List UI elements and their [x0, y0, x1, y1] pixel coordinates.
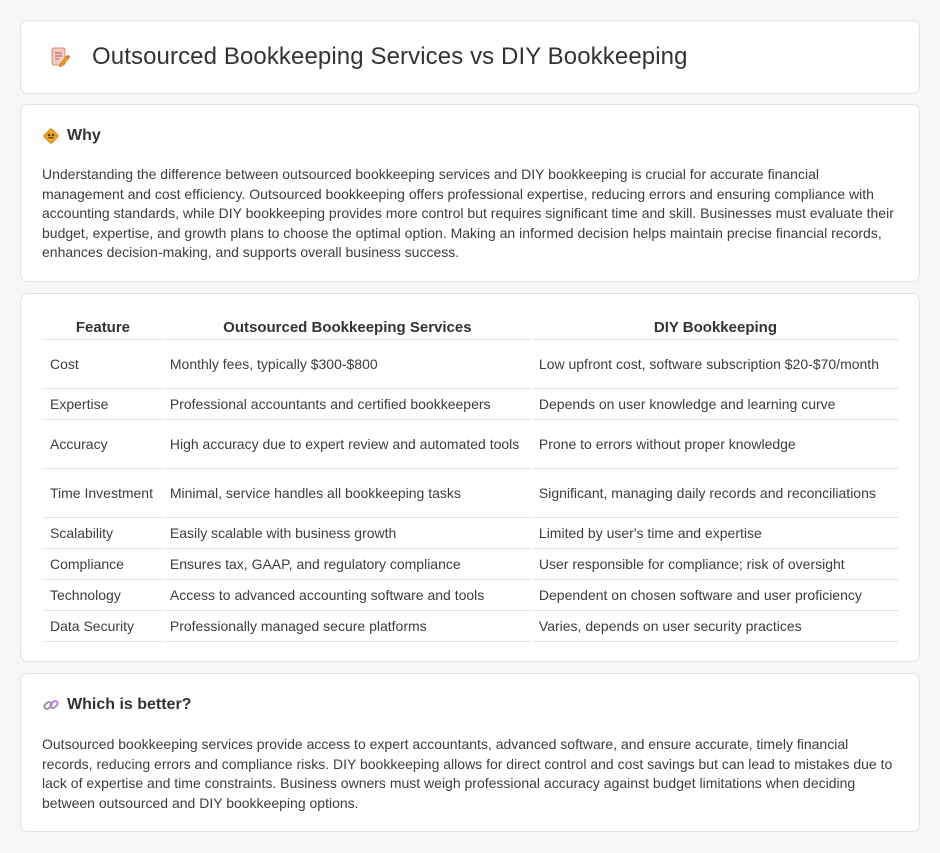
row-feature: Data Security: [44, 611, 162, 642]
row-outsourced: Ensures tax, GAAP, and regulatory compliance: [164, 549, 531, 580]
row-outsourced: Professionally managed secure platforms: [164, 611, 531, 642]
header-feature: Feature: [44, 315, 162, 340]
row-outsourced: Professional accountants and certified bookkeepers: [164, 389, 531, 420]
page-title: Outsourced Bookkeeping Services vs DIY Bookkeeping: [92, 43, 688, 70]
comparison-table: [42, 315, 900, 642]
row-diy: Prone to errors without proper knowledge: [533, 420, 898, 469]
table-row: [44, 549, 898, 580]
row-outsourced: Minimal, service handles all bookkeeping tasks: [164, 469, 531, 518]
row-diy: Limited by user's time and expertise: [533, 518, 898, 549]
row-outsourced: Easily scalable with business growth: [164, 518, 531, 549]
why-heading: Why: [67, 127, 101, 144]
row-outsourced: High accuracy due to expert review and automated tools: [164, 420, 531, 469]
header-card: [20, 20, 920, 94]
row-diy: Low upfront cost, software subscription $20-$70/month: [533, 340, 898, 389]
table-row: [44, 580, 898, 611]
link-icon: [42, 696, 60, 714]
table-row: [44, 340, 898, 389]
row-feature: Technology: [44, 580, 162, 611]
row-feature: Time Investment: [44, 469, 162, 518]
row-feature: Expertise: [44, 389, 162, 420]
better-text: Outsourced bookkeeping services provide access to expert accountants, advanced software, and ensure accurate, timely financial records, reducing errors and compliance risks. DIY bookkeeping allows for direct control and cost savings but can lead to mistakes due to lack of expertise and time constraints. Business owners must weigh professional accuracy against budget limitations when deciding between outsourced and DIY bookkeeping options.: [42, 736, 893, 811]
row-diy: User responsible for compliance; risk of oversight: [533, 549, 898, 580]
row-diy: Dependent on chosen software and user proficiency: [533, 580, 898, 611]
which-is-better-section: [20, 673, 920, 832]
table-row: [44, 518, 898, 549]
better-heading: Which is better?: [67, 696, 192, 713]
table-row: [44, 389, 898, 420]
row-feature: Compliance: [44, 549, 162, 580]
row-diy: Significant, managing daily records and reconciliations: [533, 469, 898, 518]
row-feature: Cost: [44, 340, 162, 389]
row-diy: Depends on user knowledge and learning curve: [533, 389, 898, 420]
why-section: [20, 104, 920, 282]
table-row: [44, 420, 898, 469]
row-feature: Scalability: [44, 518, 162, 549]
table-row: [44, 469, 898, 518]
table-header-row: [44, 315, 898, 340]
diamond-sign-icon: [42, 127, 60, 145]
row-diy: Varies, depends on user security practices: [533, 611, 898, 642]
row-outsourced: Access to advanced accounting software and tools: [164, 580, 531, 611]
table-row: [44, 611, 898, 642]
comparison-table-card: [20, 293, 920, 662]
why-text: Understanding the difference between outsourced bookkeeping services and DIY bookkeeping is crucial for accurate financial management and cost efficiency. Outsourced bookkeeping offers professional expertise, reducing errors and ensuring compliance with accounting standards, while DIY bookkeeping provides more control but requires significant time and skill. Businesses must evaluate their budget, expertise, and growth plans to choose the optimal option. Making an informed decision helps maintain precise financial records, enhances decision-making, and supports overall business success.: [42, 166, 894, 261]
header-outsourced: Outsourced Bookkeeping Services: [164, 315, 531, 340]
document-pencil-icon: [48, 45, 72, 69]
row-feature: Accuracy: [44, 420, 162, 469]
row-outsourced: Monthly fees, typically $300-$800: [164, 340, 531, 389]
header-diy: DIY Bookkeeping: [533, 315, 898, 340]
